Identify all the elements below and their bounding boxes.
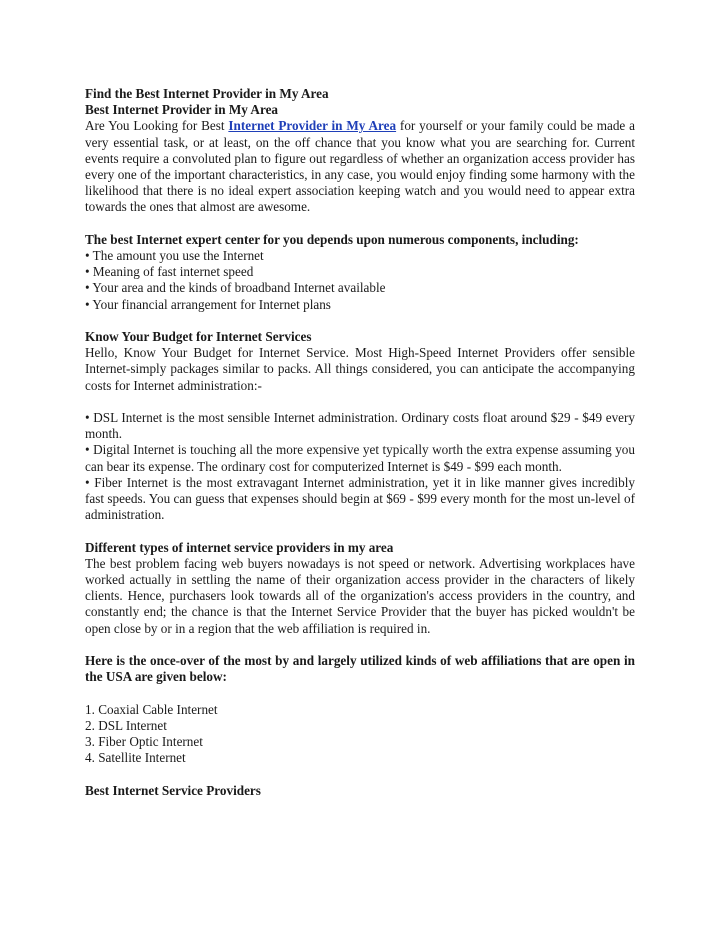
budget-heading: Know Your Budget for Internet Services (85, 329, 312, 345)
providers-heading: Best Internet Service Providers (85, 782, 261, 798)
document-page (85, 86, 635, 799)
spacer (85, 313, 635, 329)
spacer (85, 216, 635, 232)
intro-paragraph (85, 118, 635, 215)
overview-heading: Here is the once-over of the most by and largely utilized kinds of web affiliations that are open in the USA are given below: (85, 653, 635, 685)
list-item: 2. DSL Internet (85, 717, 167, 733)
intro-text-before: Are You Looking for Best (85, 118, 229, 134)
list-item: • Meaning of fast internet speed (85, 264, 254, 280)
types-heading: Different types of internet service providers in my area (85, 539, 394, 555)
list-item: • Digital Internet is touching all the more expensive yet typically worth the extra expense assuming you can bear its expense. The ordinary cost for computerized Internet is $49 - $99 each month. (85, 442, 635, 474)
document-title: Find the Best Internet Provider in My Area (85, 86, 329, 101)
list-item: • DSL Internet is the most sensible Internet administration. Ordinary costs float around $29 - $49 every month. (85, 410, 635, 442)
list-item: 1. Coaxial Cable Internet (85, 701, 218, 717)
document-subtitle: Best Internet Provider in My Area (85, 102, 279, 118)
types-paragraph: The best problem facing web buyers nowadays is not speed or network. Advertising workplaces have worked actually in settling the name of their organization access provider in the characters of likely clients. Hence, purchasers look towards all of the organization's access providers in the country, and constantly end; the chance is that the Internet Service Provider that the buyer has picked wouldn't be open close by or in a region that the web affiliation is required in. (85, 555, 635, 636)
spacer (85, 523, 635, 539)
list-item: 3. Fiber Optic Internet (85, 734, 203, 750)
list-item: • Fiber Internet is the most extravagant Internet administration, yet it in like manner gives incredibly fast speeds. You can guess that expenses should begin at $69 - $99 every month for the most un-level of administration. (85, 474, 635, 523)
components-heading: The best Internet expert center for you depends upon numerous components, including: (85, 231, 579, 247)
spacer (85, 766, 635, 782)
list-item: 4. Satellite Internet (85, 750, 186, 766)
list-item: • Your area and the kinds of broadband Internet available (85, 280, 386, 296)
budget-paragraph: Hello, Know Your Budget for Internet Service. Most High-Speed Internet Providers offer sensible Internet-simply packages similar to packs. All things considered, you can anticipate the accompanying costs for Internet administration:- (85, 345, 635, 393)
list-item: • Your financial arrangement for Internet plans (85, 296, 331, 312)
spacer (85, 637, 635, 653)
intro-text-after: for yourself or your family could be made a very essential task, or at least, on the off chance that you know what you are searching for. Current events require a convoluted plan to figure out regardless of whether an organization access provider has every one of the important characteristics, in any case, you would enjoy finding some harmony with the likelihood that there is no ideal expert association keeping watch and you would need to appear extra towards the ones that almost are awesome. (85, 118, 635, 215)
spacer (85, 685, 635, 701)
list-item: • The amount you use the Internet (85, 248, 264, 264)
spacer (85, 394, 635, 410)
internet-provider-link[interactable]: Internet Provider in My Area (228, 118, 397, 134)
